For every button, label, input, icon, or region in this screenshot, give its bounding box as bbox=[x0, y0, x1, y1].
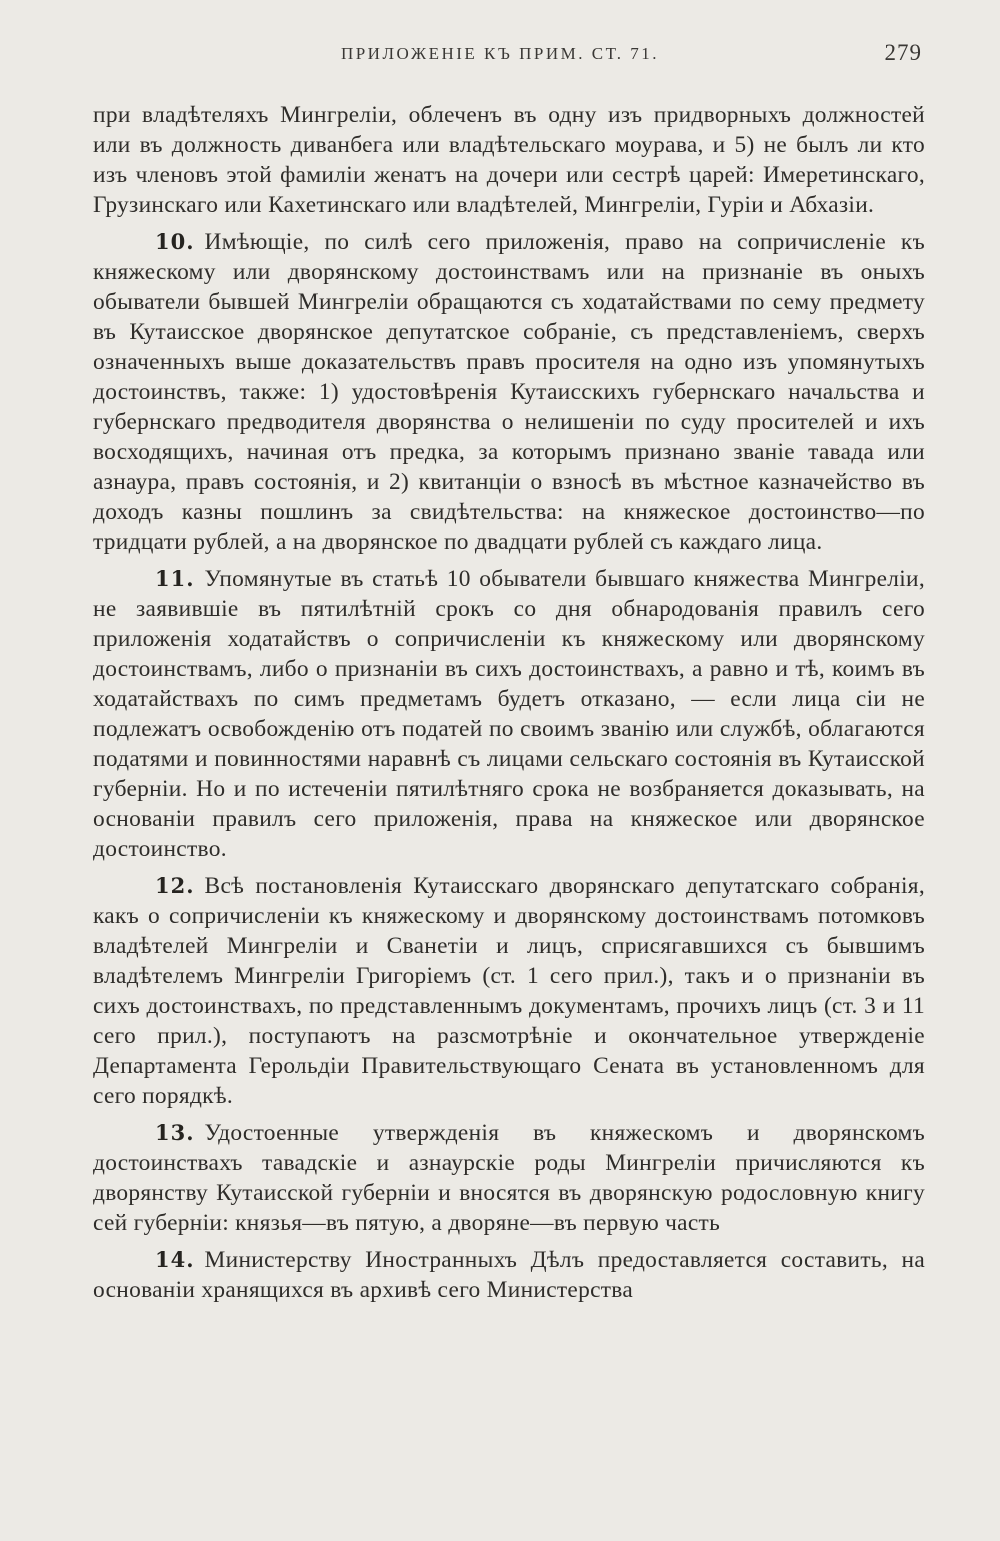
article-13 bbox=[93, 1118, 925, 1238]
article-11 bbox=[93, 564, 925, 864]
article-number: 14. bbox=[155, 1247, 195, 1272]
article-number: 10. bbox=[155, 229, 195, 254]
paragraph-text: при владѣтеляхъ Мингреліи, облеченъ въ одну изъ придворныхъ должностей или въ должность диванбега или владѣтельскаго моурава, и 5) не былъ ли кто изъ членовъ этой фамиліи женатъ на дочери или сестрѣ царей: Имеретинскаго, Грузинскаго или Кахетинскаго или владѣтелей, Мингреліи, Гуріи и Абхазіи. bbox=[93, 102, 925, 218]
article-text: Удостоенные утвержденія въ княжескомъ и дворянскомъ достоинствахъ тавадскіе и азнаурскіе роды Мингреліи причисляются къ дворянству Кутаисской губерніи и вносятся въ дворянскую родословную книгу сей губерніи: князья—въ пятую, а дворяне—въ первую часть bbox=[93, 1120, 925, 1236]
paragraph-continuation bbox=[93, 100, 925, 220]
article-10 bbox=[93, 227, 925, 557]
article-14 bbox=[93, 1245, 925, 1305]
article-12 bbox=[93, 871, 925, 1111]
running-head: ПРИЛОЖЕНIЕ КЪ ПРИМ. СТ. 71. bbox=[340, 44, 660, 63]
article-number: 12. bbox=[155, 873, 195, 898]
article-text: Имѣющіе, по силѣ сего приложенія, право на сопричисленіе къ княжескому или дворянскому достоинствамъ или на признаніе въ оныхъ обыватели бывшей Мингреліи обращаются съ ходатайствами по сему предмету въ Кутаисское дворянское депутатское собраніе, съ представленіемъ, сверхъ означенныхъ выше доказательствъ правъ просителя на одно изъ упомянутыхъ достоинствъ, также: 1) удостовѣренія Кутаисскихъ губернскаго начальства и губернскаго предводителя дворянства о нелишеніи по суду просителей и ихъ восходящихъ, начиная отъ предка, за которымъ признано званіе тавада или азнаура, правъ состоянія, и 2) квитанціи о взносѣ въ мѣстное казначейство въ доходъ казны пошлинъ за свидѣтельства: на княжеское достоинство—по тридцати рублей, а на дворянское по двадцати рублей съ каждаго лица. bbox=[93, 229, 925, 555]
body-text bbox=[93, 100, 925, 1312]
article-text: Всѣ постановленія Кутаисскаго дворянскаго депутатскаго собранія, какъ о сопричисленіи къ княжескому и дворянскому достоинствамъ потомковъ владѣтелей Мингреліи и Сванетіи и лицъ, сприсягавшихся съ бывшимъ владѣтелемъ Мингреліи Григоріемъ (ст. 1 сего прил.), такъ и о признаніи въ сихъ достоинствахъ, по представленнымъ документамъ, прочихъ лицъ (ст. 3 и 11 сего прил.), поступаютъ на разсмотрѣніе и окончательное утвержденіе Департамента Герольдіи Правительствующаго Сената въ установленномъ для сего порядкѣ. bbox=[93, 873, 925, 1109]
article-text: Министерству Иностранныхъ Дѣлъ предоставляется составить, на основаніи хранящихся въ архивѣ сего Министерства bbox=[93, 1247, 925, 1303]
page-header bbox=[0, 40, 1000, 74]
article-number: 11. bbox=[155, 566, 195, 591]
article-number: 13. bbox=[155, 1120, 195, 1145]
page-number: 279 bbox=[884, 40, 922, 65]
article-text: Упомянутые въ статьѣ 10 обыватели бывшаго княжества Мингреліи, не заявившіе въ пятилѣтній срокъ со дня обнародованія правилъ сего приложенія ходатайствъ о сопричисленіи къ княжескому или дворянскому достоинствамъ, либо о признаніи въ сихъ достоинствахъ, а равно и тѣ, коимъ въ ходатайствахъ по симъ предметамъ будетъ отказано, — если лица сіи не подлежатъ освобожденію отъ податей по своимъ званію или службѣ, облагаются податями и повинностями наравнѣ съ лицами сельскаго состоянія въ Кутаисской губерніи. Но и по истеченіи пятилѣтняго срока не возбраняется доказывать, на основаніи правилъ сего приложенія, права на княжеское или дворянское достоинство. bbox=[93, 566, 925, 862]
